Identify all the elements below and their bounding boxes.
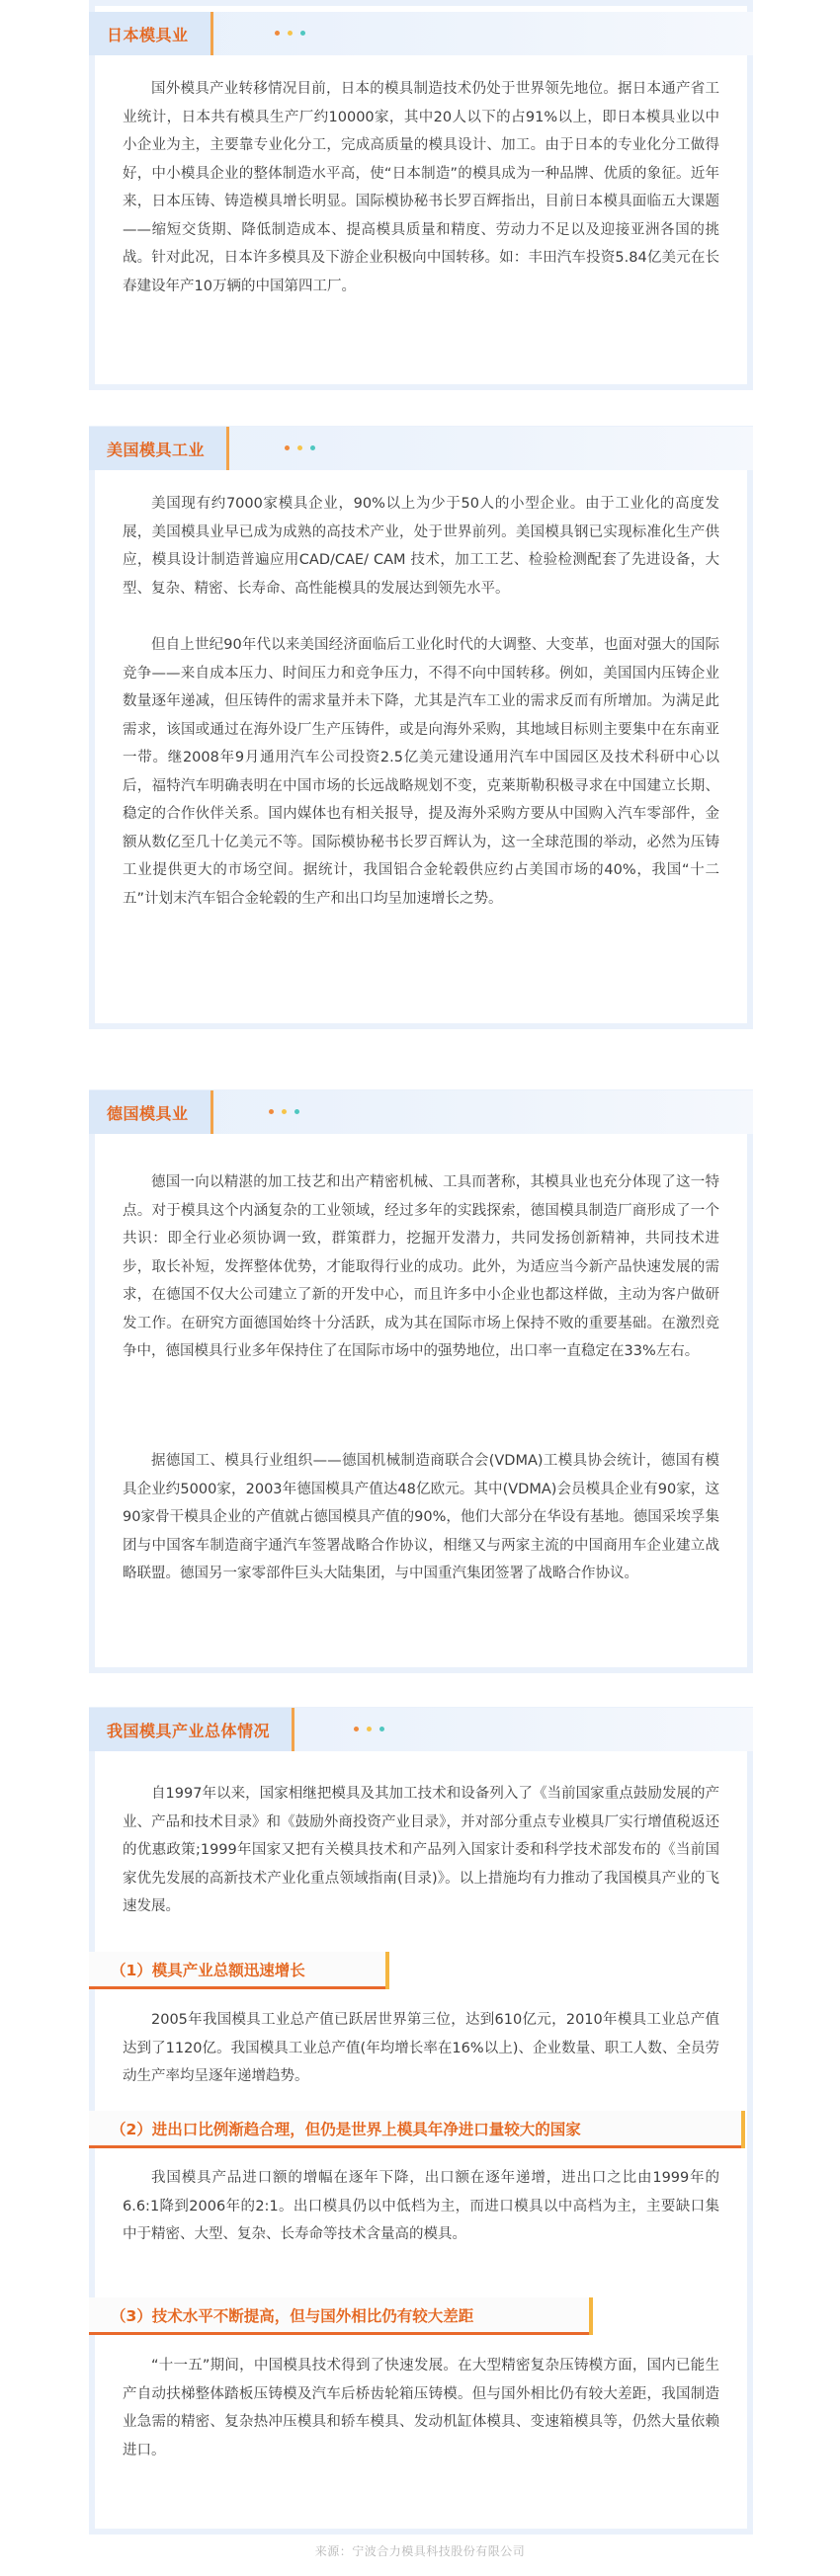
subsection-heading-1	[89, 1952, 385, 1989]
section-germany-header	[89, 1090, 753, 1134]
decor-dots	[354, 1727, 384, 1731]
subsection-heading-3	[89, 2297, 589, 2335]
section-germany	[89, 1089, 753, 1673]
subsection-heading-2	[89, 2111, 741, 2148]
decor-dots	[269, 1109, 299, 1114]
dot-teal	[310, 445, 315, 450]
section-china	[89, 1707, 753, 2535]
dot-yellow	[297, 445, 302, 450]
section-japan-header	[89, 12, 753, 55]
subsection-heading-3-text: （3）技术水平不断提高，但与国外相比仍有较大差距	[111, 2306, 474, 2325]
dot-orange	[354, 1727, 359, 1731]
section-japan-tab	[89, 12, 213, 55]
section-usa-paragraph-1: 美国现有约7000家模具企业，90%以上为少于50人的小型企业。由于工业化的高度发展，美国模具业早已成为成熟的高技术产业，处于世界前列。美国模具钢已实现标准化生产供应，模具设计制造普遍应用CAD/CAE/ CAM 技术，加工工艺、检验检测配套了先进设备，大型、复杂、精密、长寿命、高性能模具的发展达到领先水平。	[123, 496, 719, 597]
section-germany-title: 德国模具业	[107, 1103, 189, 1123]
source-footer: 来源：宁波合力模具科技股份有限公司	[314, 2544, 526, 2558]
dot-orange	[285, 445, 290, 450]
subsection-text-3: “十一五”期间，中国模具技术得到了快速发展。在大型精密复杂压铸模方面，国内已能生产自动扶梯整体踏板压铸模及汽车后桥齿轮箱压铸模。但与国外相比仍有较大差距，我国制造业急需的精密、复杂热冲压模具和轿车模具、发动机缸体模具、变速箱模具等，仍然大量依赖进口。	[123, 2358, 719, 2458]
subsection-text-2: 我国模具产品进口额的增幅在逐年下降，出口额在逐年递增，进出口之比由1999年的6.6:1降到2006年的2:1。出口模具仍以中低档为主，而进口模具以中高档为主，主要缺口集中于精密、大型、复杂、长寿命等技术含量高的模具。	[123, 2170, 719, 2242]
section-germany-paragraph-2: 据德国工、模具行业组织——德国机械制造商联合会(VDMA)工模具协会统计，德国有模具企业约5000家，2003年德国模具产值达48亿欧元。其中(VDMA)会员模具企业有90家，这90家骨干模具企业的产值就占德国模具产值的90%，他们大部分在华设有基地。德国采埃孚集团与中国客车制造商宇通汽车签署战略合作协议，相继又与两家主流的中国商用车企业建立战略联盟。德国另一家零部件巨头大陆集团，与中国重汽集团签署了战略合作协议。	[123, 1453, 719, 1581]
dot-yellow	[282, 1109, 287, 1114]
section-germany-paragraph-1: 德国一向以精湛的加工技艺和出产精密机械、工具而著称，其模具业也充分体现了这一特点。对于模具这个内涵复杂的工业领域，经过多年的实践探索，德国模具制造厂商形成了一个共识：即全行业必须协调一致，群策群力，挖掘开发潜力，共同发扬创新精神，共同技术进步，取长补短，发挥整体优势，才能取得行业的成功。此外，为适应当今新产品快速发展的需求，在德国不仅大公司建立了新的开发中心，而且许多中小企业也都这样做，主动为客户做研发工作。在研究方面德国始终十分活跃，成为其在国际市场上保持不败的重要基础。在激烈竞争中，德国模具行业多年保持住了在国际市场中的强势地位，出口率一直稳定在33%左右。	[123, 1174, 719, 1359]
dot-yellow	[367, 1727, 372, 1731]
dot-yellow	[288, 31, 293, 36]
dot-orange	[275, 31, 280, 36]
section-usa	[89, 426, 753, 1029]
subsection-heading-1-text: （1）模具产业总额迅速增长	[111, 1961, 305, 1979]
dot-teal	[300, 31, 305, 36]
section-usa-paragraph-2: 但自上世纪90年代以来美国经济面临后工业化时代的大调整、大变革，也面对强大的国际竞争——来自成本压力、时间压力和竞争压力，不得不向中国转移。例如，美国国内压铸企业数量逐年递减，但压铸件的需求量并未下降，尤其是汽车工业的需求反而有所增加。为满足此需求，该国或通过在海外设厂生产压铸件，或是向海外采购，其地域目标则主要集中在东南亚一带。继2008年9月通用汽车公司投资2.5亿美元建设通用汽车中国园区及技术科研中心以后，福特汽车明确表明在中国市场的长远战略规划不变，克莱斯勒积极寻求在中国建立长期、稳定的合作伙伴关系。国内媒体也有相关报导，提及海外采购方要从中国购入汽车零部件，金额从数亿至几十亿美元不等。国际模协秘书长罗百辉认为，这一全球范围的举动，必然为压铸工业提供更大的市场空间。据统计，我国铝合金轮毂供应约占美国市场的40%，我国“十二五”计划末汽车铝合金轮毂的生产和出口均呈加速增长之势。	[123, 637, 719, 907]
section-japan	[89, 0, 753, 390]
section-china-intro: 自1997年以来，国家相继把模具及其加工技术和设备列入了《当前国家重点鼓励发展的产业、产品和技术目录》和《鼓励外商投资产业目录》，并对部分重点专业模具厂实行增值税返还的优惠政策;1999年国家又把有关模具技术和产品列入国家计委和科学技术部发布的《当前国家优先发展的高新技术产业化重点领域指南(目录)》。以上措施均有力推动了我国模具产业的飞速发展。	[123, 1786, 719, 1914]
heading-accent-bar	[741, 2111, 745, 2148]
section-china-title: 我国模具产业总体情况	[107, 1721, 271, 1740]
section-japan-paragraph: 国外模具产业转移情况目前，日本的模具制造技术仍处于世界领先地位。据日本通产省工业统计，日本共有模具生产厂约10000家，其中20人以下的占91%以上，即日本模具业以中小企业为主，主要靠专业化分工，完成高质量的模具设计、加工。由于日本的专业化分工做得好，中小模具企业的整体制造水平高，使“日本制造”的模具成为一种品牌、优质的象征。近年来，日本压铸、铸造模具增长明显。国际模协秘书长罗百辉指出，目前日本模具面临五大课题——缩短交货期、降低制造成本、提高模具质量和精度、劳动力不足以及迎接亚洲各国的挑战。针对此况，日本许多模具及下游企业积极向中国转移。如：丰田汽车投资5.84亿美元在长春建设年产10万辆的中国第四工厂。	[123, 81, 719, 294]
decor-dots	[285, 445, 315, 450]
decor-dots	[275, 31, 305, 36]
heading-accent-bar	[385, 1952, 389, 1989]
subsection-heading-2-text: （2）进出口比例渐趋合理，但仍是世界上模具年净进口量较大的国家	[111, 2120, 581, 2138]
heading-accent-bar	[589, 2297, 593, 2335]
dot-orange	[269, 1109, 274, 1114]
section-usa-title: 美国模具工业	[107, 440, 206, 459]
subsection-text-1: 2005年我国模具工业总产值已跃居世界第三位，达到610亿元，2010年模具工业总产值达到了1120亿。我国模具工业总产值(年均增长率在16%以上)、企业数量、职工人数、全员劳动生产率均呈逐年递增趋势。	[123, 2012, 719, 2084]
section-usa-header	[89, 427, 753, 470]
dot-teal	[294, 1109, 299, 1114]
section-usa-tab	[89, 427, 229, 470]
section-china-tab	[89, 1708, 294, 1751]
section-china-header	[89, 1708, 753, 1751]
section-japan-title: 日本模具业	[107, 25, 189, 44]
section-germany-tab	[89, 1090, 213, 1134]
dot-teal	[379, 1727, 384, 1731]
